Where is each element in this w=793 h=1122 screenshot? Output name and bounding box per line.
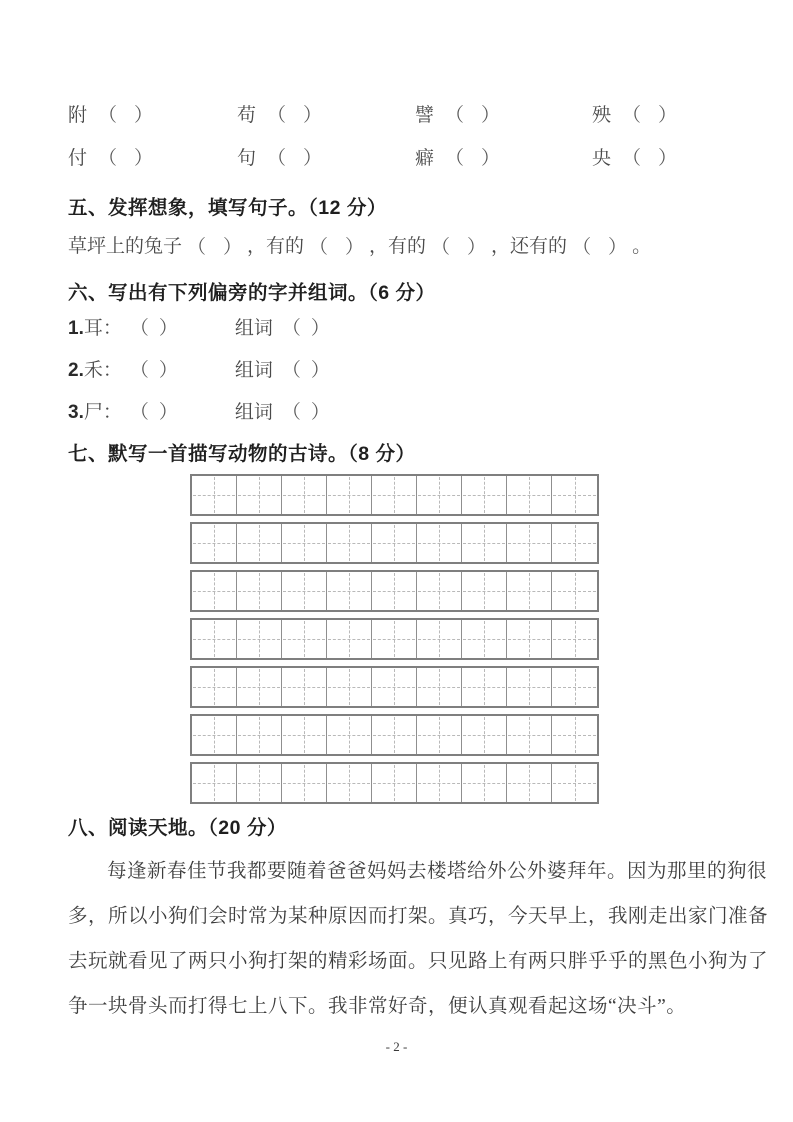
writing-grid-cell [192,524,237,562]
answer-blank [282,355,330,382]
item-number: 2. [68,360,84,381]
radical-label: 尸： [83,402,122,423]
writing-grid-cell [462,572,507,610]
sentence-part: ，有的 [369,236,427,257]
word-pair-item [68,100,237,127]
writing-grid-cell [372,476,417,514]
writing-grid-cell [282,572,327,610]
writing-grid-cell [282,764,327,802]
writing-grid-cell [192,476,237,514]
paren-open: （ [431,237,451,258]
answer-blank [309,232,364,259]
answer-blank [431,232,486,259]
writing-grid-cell [282,716,327,754]
writing-grid-cell [507,476,552,514]
paren-open: （ [622,105,642,126]
radical-item-1 [68,313,330,340]
character: 殃 [592,105,612,126]
zuci-label: 组词 [234,402,273,423]
answer-blank [130,397,178,424]
writing-grid-cell [507,524,552,562]
writing-grid-cell [372,668,417,706]
paren-close: ） [481,148,501,169]
writing-grid-cell [417,764,462,802]
zuci-label: 组词 [234,360,273,381]
writing-grid-cell [507,764,552,802]
zuci-label: 组词 [234,318,273,339]
character: 付 [68,148,88,169]
character: 央 [592,148,612,169]
paren-open: （ [267,105,287,126]
word-pair-item [237,100,415,127]
paren-open: （ [267,148,287,169]
paren-open: （ [281,360,301,381]
paren-open: （ [281,318,301,339]
writing-grid-cell [282,524,327,562]
writing-grid-cell [417,572,462,610]
paren-close: ） [310,360,330,381]
paren-close: ） [158,318,178,339]
section-eight-heading: 八、阅读天地。（20 分） [68,817,287,839]
writing-grid-cell [327,572,372,610]
writing-grid-cell [507,716,552,754]
page-number: - 2 - [385,1039,408,1054]
word-pair-item [592,143,730,170]
paren-close: ） [608,237,628,258]
paren-close: ） [303,148,323,169]
paren-open: （ [187,237,207,258]
writing-grid-cell [417,668,462,706]
paren-close: ） [134,148,154,169]
paren-close: ） [481,105,501,126]
writing-grid-cell [372,764,417,802]
writing-grid-cell [192,668,237,706]
writing-grid-row [190,762,599,804]
writing-grid-cell [237,572,282,610]
writing-grid-cell [552,476,597,514]
paragraph-line: 多，所以小狗们会时常为某种原因而打架。真巧，今天早上，我刚走出家门准备 [68,906,769,927]
writing-grid-cell [192,764,237,802]
paren-close: ） [658,105,678,126]
paren-open: （ [445,148,465,169]
paren-close: ） [658,148,678,169]
sentence-part: ，有的 [247,236,305,257]
writing-grid-cell [282,620,327,658]
paren-open: （ [129,360,149,381]
paren-open: （ [98,148,118,169]
paren-close: ） [134,105,154,126]
paren-open: （ [572,237,592,258]
radical-label: 禾： [83,360,122,381]
writing-grid-cell [237,620,282,658]
item-number: 3. [68,402,84,423]
answer-blank [130,313,178,340]
writing-grid-cell [462,524,507,562]
paren-close: ） [310,402,330,423]
writing-grid-cell [327,476,372,514]
writing-grid-cell [462,620,507,658]
writing-grid-cell [552,524,597,562]
writing-grid-row [190,666,599,708]
writing-grid-cell [192,716,237,754]
writing-grid-cell [462,476,507,514]
paren-close: ） [310,318,330,339]
writing-grid-cell [552,716,597,754]
answer-blank [445,100,500,127]
answer-blank [282,397,330,424]
writing-grid-cell [552,572,597,610]
answer-blank [622,100,677,127]
writing-grid-cell [372,620,417,658]
fill-in-sentence [68,231,651,258]
word-pair-item [415,143,592,170]
word-pair-row-1 [68,100,730,127]
word-pair-item [237,143,415,170]
character: 譬 [415,105,435,126]
paragraph-line: 争一块骨头而打得七上八下。我非常好奇，便认真观看起这场“决斗”。 [68,996,687,1017]
writing-grid-cell [327,524,372,562]
radical-label: 耳： [83,318,122,339]
section-six-heading: 六、写出有下列偏旁的字并组词。（6 分） [68,282,436,304]
writing-grid-cell [507,668,552,706]
paren-close: ） [158,402,178,423]
writing-grid-row [190,618,599,660]
writing-grid-cell [327,668,372,706]
writing-grid-row [190,570,599,612]
writing-grid-cell [417,716,462,754]
writing-grid-cell [237,716,282,754]
answer-blank [267,143,322,170]
character: 癖 [415,148,435,169]
answer-blank [445,143,500,170]
section-seven-heading: 七、默写一首描写动物的古诗。（8 分） [68,443,416,465]
writing-grid-cell [372,524,417,562]
paren-open: （ [445,105,465,126]
radical-item-3 [68,397,330,424]
character: 句 [237,148,257,169]
paren-close: ） [467,237,487,258]
writing-grid-cell [237,668,282,706]
writing-grid-row [190,522,599,564]
section-five-heading: 五、发挥想象，填写句子。（12 分） [68,197,387,219]
character: 苟 [237,105,257,126]
radical-item-2 [68,355,330,382]
answer-blank [267,100,322,127]
writing-grid-row [190,714,599,756]
writing-grid-cell [327,620,372,658]
writing-grid-cell [327,764,372,802]
answer-blank [572,232,627,259]
answer-blank [282,313,330,340]
writing-grid-cell [327,716,372,754]
paragraph-line: 去玩就看见了两只小狗打架的精彩场面。只见路上有两只胖乎乎的黑色小狗为了 [68,951,769,972]
item-number: 1. [68,318,84,339]
sentence-part: 。 [632,236,652,257]
writing-grid-cell [552,668,597,706]
paren-open: （ [281,402,301,423]
writing-grid-cell [192,620,237,658]
paren-close: ） [223,237,243,258]
writing-grid [190,474,599,804]
character: 附 [68,105,88,126]
word-pair-item [415,100,592,127]
paragraph-line: 每逢新春佳节我都要随着爸爸妈妈去楼塔给外公外婆拜年。因为那里的狗很 [107,861,768,882]
word-pair-item [592,100,730,127]
writing-grid-cell [372,716,417,754]
paren-open: （ [129,402,149,423]
answer-blank [98,143,153,170]
writing-grid-row [190,474,599,516]
writing-grid-cell [552,620,597,658]
answer-blank [130,355,178,382]
writing-grid-cell [372,572,417,610]
paren-close: ） [345,237,365,258]
writing-grid-cell [462,716,507,754]
paren-open: （ [129,318,149,339]
paren-close: ） [158,360,178,381]
writing-grid-cell [237,524,282,562]
answer-blank [187,232,242,259]
sentence-part: 草坪上的兔子 [68,236,183,257]
answer-blank [98,100,153,127]
answer-blank [622,143,677,170]
writing-grid-cell [417,476,462,514]
writing-grid-cell [282,476,327,514]
paren-open: （ [622,148,642,169]
writing-grid-cell [237,764,282,802]
writing-grid-cell [237,476,282,514]
writing-grid-cell [552,764,597,802]
writing-grid-cell [507,572,552,610]
word-pair-item [68,143,237,170]
writing-grid-cell [462,668,507,706]
word-pair-row-2 [68,143,730,170]
writing-grid-cell [192,572,237,610]
writing-grid-cell [282,668,327,706]
writing-grid-cell [462,764,507,802]
sentence-part: ，还有的 [491,236,568,257]
paren-open: （ [98,105,118,126]
paren-open: （ [309,237,329,258]
writing-grid-cell [417,620,462,658]
paren-close: ） [303,105,323,126]
writing-grid-cell [417,524,462,562]
writing-grid-cell [507,620,552,658]
